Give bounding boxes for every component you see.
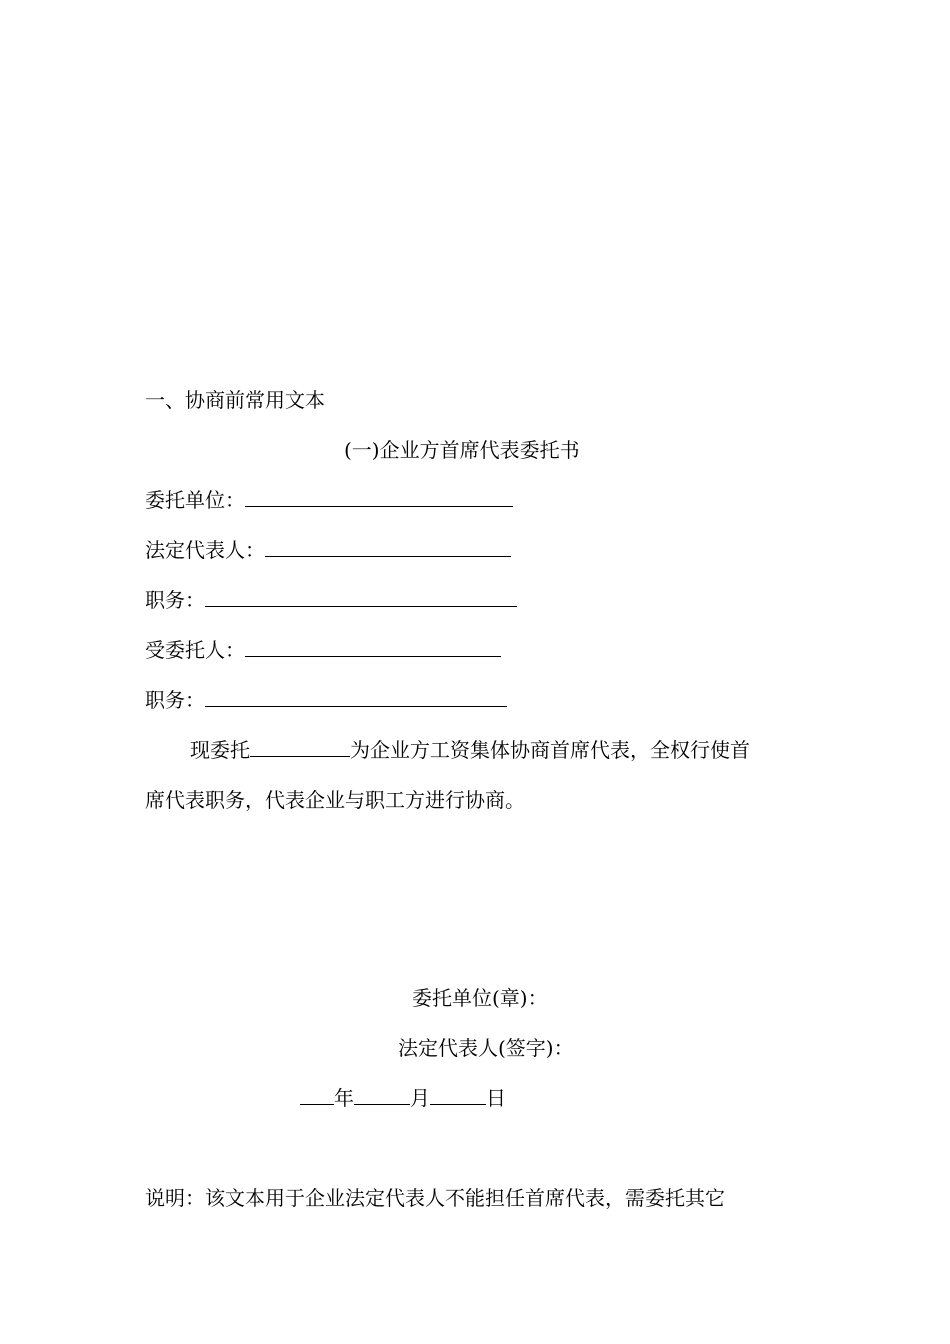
month-blank[interactable]: [354, 1084, 410, 1105]
fill-blank[interactable]: [265, 536, 511, 557]
year-blank[interactable]: [300, 1084, 334, 1105]
field-label: 职务：: [145, 588, 205, 612]
document-title: (一)企业方首席代表委托书: [344, 438, 580, 462]
field-label: 法定代表人：: [145, 538, 265, 562]
field-legal-representative: [145, 536, 511, 564]
signature-unit-seal: 委托单位(章)：: [412, 986, 548, 1010]
month-label: 月: [410, 1086, 430, 1110]
fill-blank[interactable]: [205, 686, 507, 707]
body-paragraph-line-2: 席代表职务，代表企业与职工方进行协商。: [145, 788, 525, 812]
fill-blank[interactable]: [245, 636, 501, 657]
field-label: 受委托人：: [145, 638, 245, 662]
body-paragraph-line-1: [190, 736, 750, 764]
note-text: 说明：该文本用于企业法定代表人不能担任首席代表，需委托其它: [145, 1186, 725, 1210]
day-label: 日: [486, 1086, 506, 1110]
fill-blank[interactable]: [250, 736, 350, 757]
field-position-2: [145, 686, 507, 714]
day-blank[interactable]: [430, 1084, 486, 1105]
date-line: [300, 1084, 506, 1112]
field-entrusting-unit: [145, 486, 513, 514]
body-suffix: 为企业方工资集体协商首席代表，全权行使首: [350, 738, 750, 762]
year-label: 年: [334, 1086, 354, 1110]
field-entrusted-person: [145, 636, 501, 664]
section-title: 一、协商前常用文本: [145, 388, 325, 412]
signature-legal-rep: 法定代表人(签字)：: [398, 1036, 574, 1060]
body-prefix: 现委托: [190, 738, 250, 762]
field-label: 委托单位：: [145, 488, 245, 512]
fill-blank[interactable]: [245, 486, 513, 507]
field-label: 职务：: [145, 688, 205, 712]
field-position-1: [145, 586, 517, 614]
fill-blank[interactable]: [205, 586, 517, 607]
